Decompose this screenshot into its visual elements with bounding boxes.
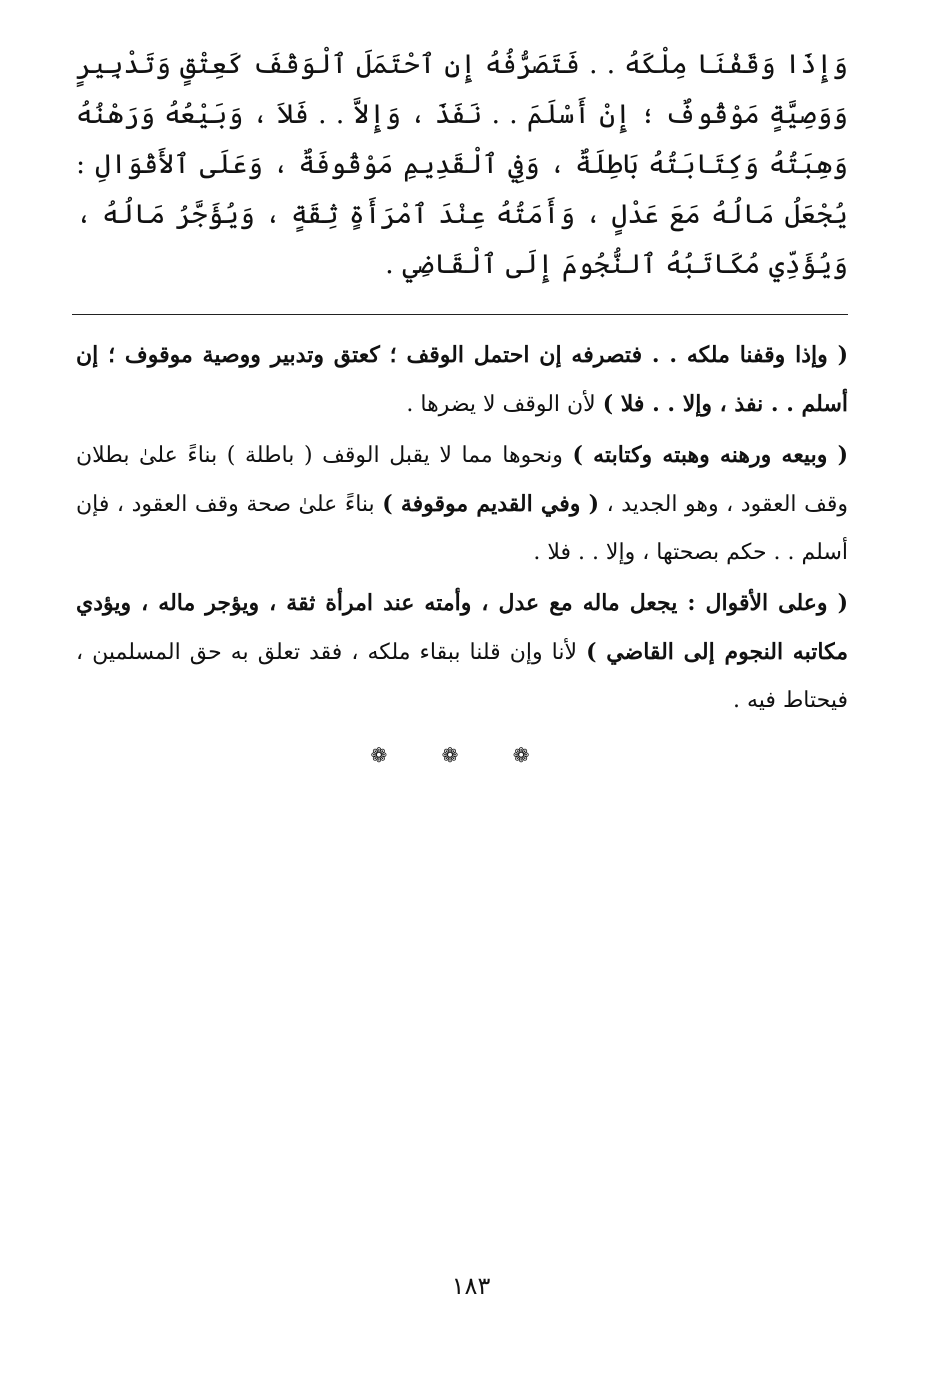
commentary [76,331,848,725]
commentary-text: ونحوها مما لا يقبل الوقف ( باطلة ) بناءً علىٰ بطلان وقف العقود ، وهو الجديد ، [76,443,848,517]
section-separator-stars: ❁ ❁ ❁ [370,743,554,767]
quoted-matn: ( وإذا وقفنا ملكه . . فتصرفه إن احتمل الوقف ؛ كعتق وتدبير ووصية موقوف ؛ إن أسلم . . نفذ ، وإلا . . فلا ) [76,342,848,417]
main-text: وَإِذَا وَقَفْنَا مِلْكَهُ . . فَتَصَرُّفُهُ إِنِ ٱحْتَمَلَ ٱلْوَقْفَ كَعِتْقٍ وَتَدْبِيرٍ وَوَصِيَّةٍ مَوْقُوفٌ ؛ إِنْ أَسْلَمَ . . نَفَذَ ، وَإِلاَّ . . فَلاَ ، وَبَيْعُهُ وَرَهْنُهُ وَهِبَتُهُ وَكِتَابَتُهُ بَاطِلَةٌ ، وَفِي ٱلْقَدِيمِ مَوْقُوفَةٌ ، وَعَلَى ٱلأَقْوَالِ : يُجْعَلُ مَالُهُ مَعَ عَدْلٍ ، وَأَمَتُهُ عِنْدَ ٱمْرَأَةٍ ثِقَةٍ ، وَيُؤَجَّرُ مَالُهُ ، وَيُؤَدِّي مُكَاتَبُهُ ٱلنُّجُومَ إِلَى ٱلْقَاضِي . [76,49,849,280]
commentary-text: بناءً علىٰ صحة وقف العقود ، فإن أسلم . . حكم بصحتها ، وإلا . . فلا . [76,492,848,565]
commentary-paragraph-2 [76,431,848,577]
quoted-matn: ( وعلى الأقوال : يجعل ماله مع عدل ، وأمته عند امرأة ثقة ، ويؤجر ماله ، ويؤدي مكاتبه النجوم إلى القاضي ) [76,590,849,665]
commentary-text: لأنا وإن قلنا ببقاء ملكه ، فقد تعلق به حق المسلمين ، فيحتاط فيه . [76,640,848,713]
page-body [76,40,848,767]
page-number: ١٨٣ [451,1272,491,1300]
footnote-divider [72,314,848,315]
commentary-paragraph-1 [76,331,848,429]
commentary-text: لأن الوقف لا يضرها . [406,392,603,417]
quoted-matn: ( وبيعه ورهنه وهبته وكتابته ) [572,442,848,468]
quoted-matn: ( وفي القديم موقوفة ) [382,491,600,517]
commentary-paragraph-3 [76,579,848,725]
